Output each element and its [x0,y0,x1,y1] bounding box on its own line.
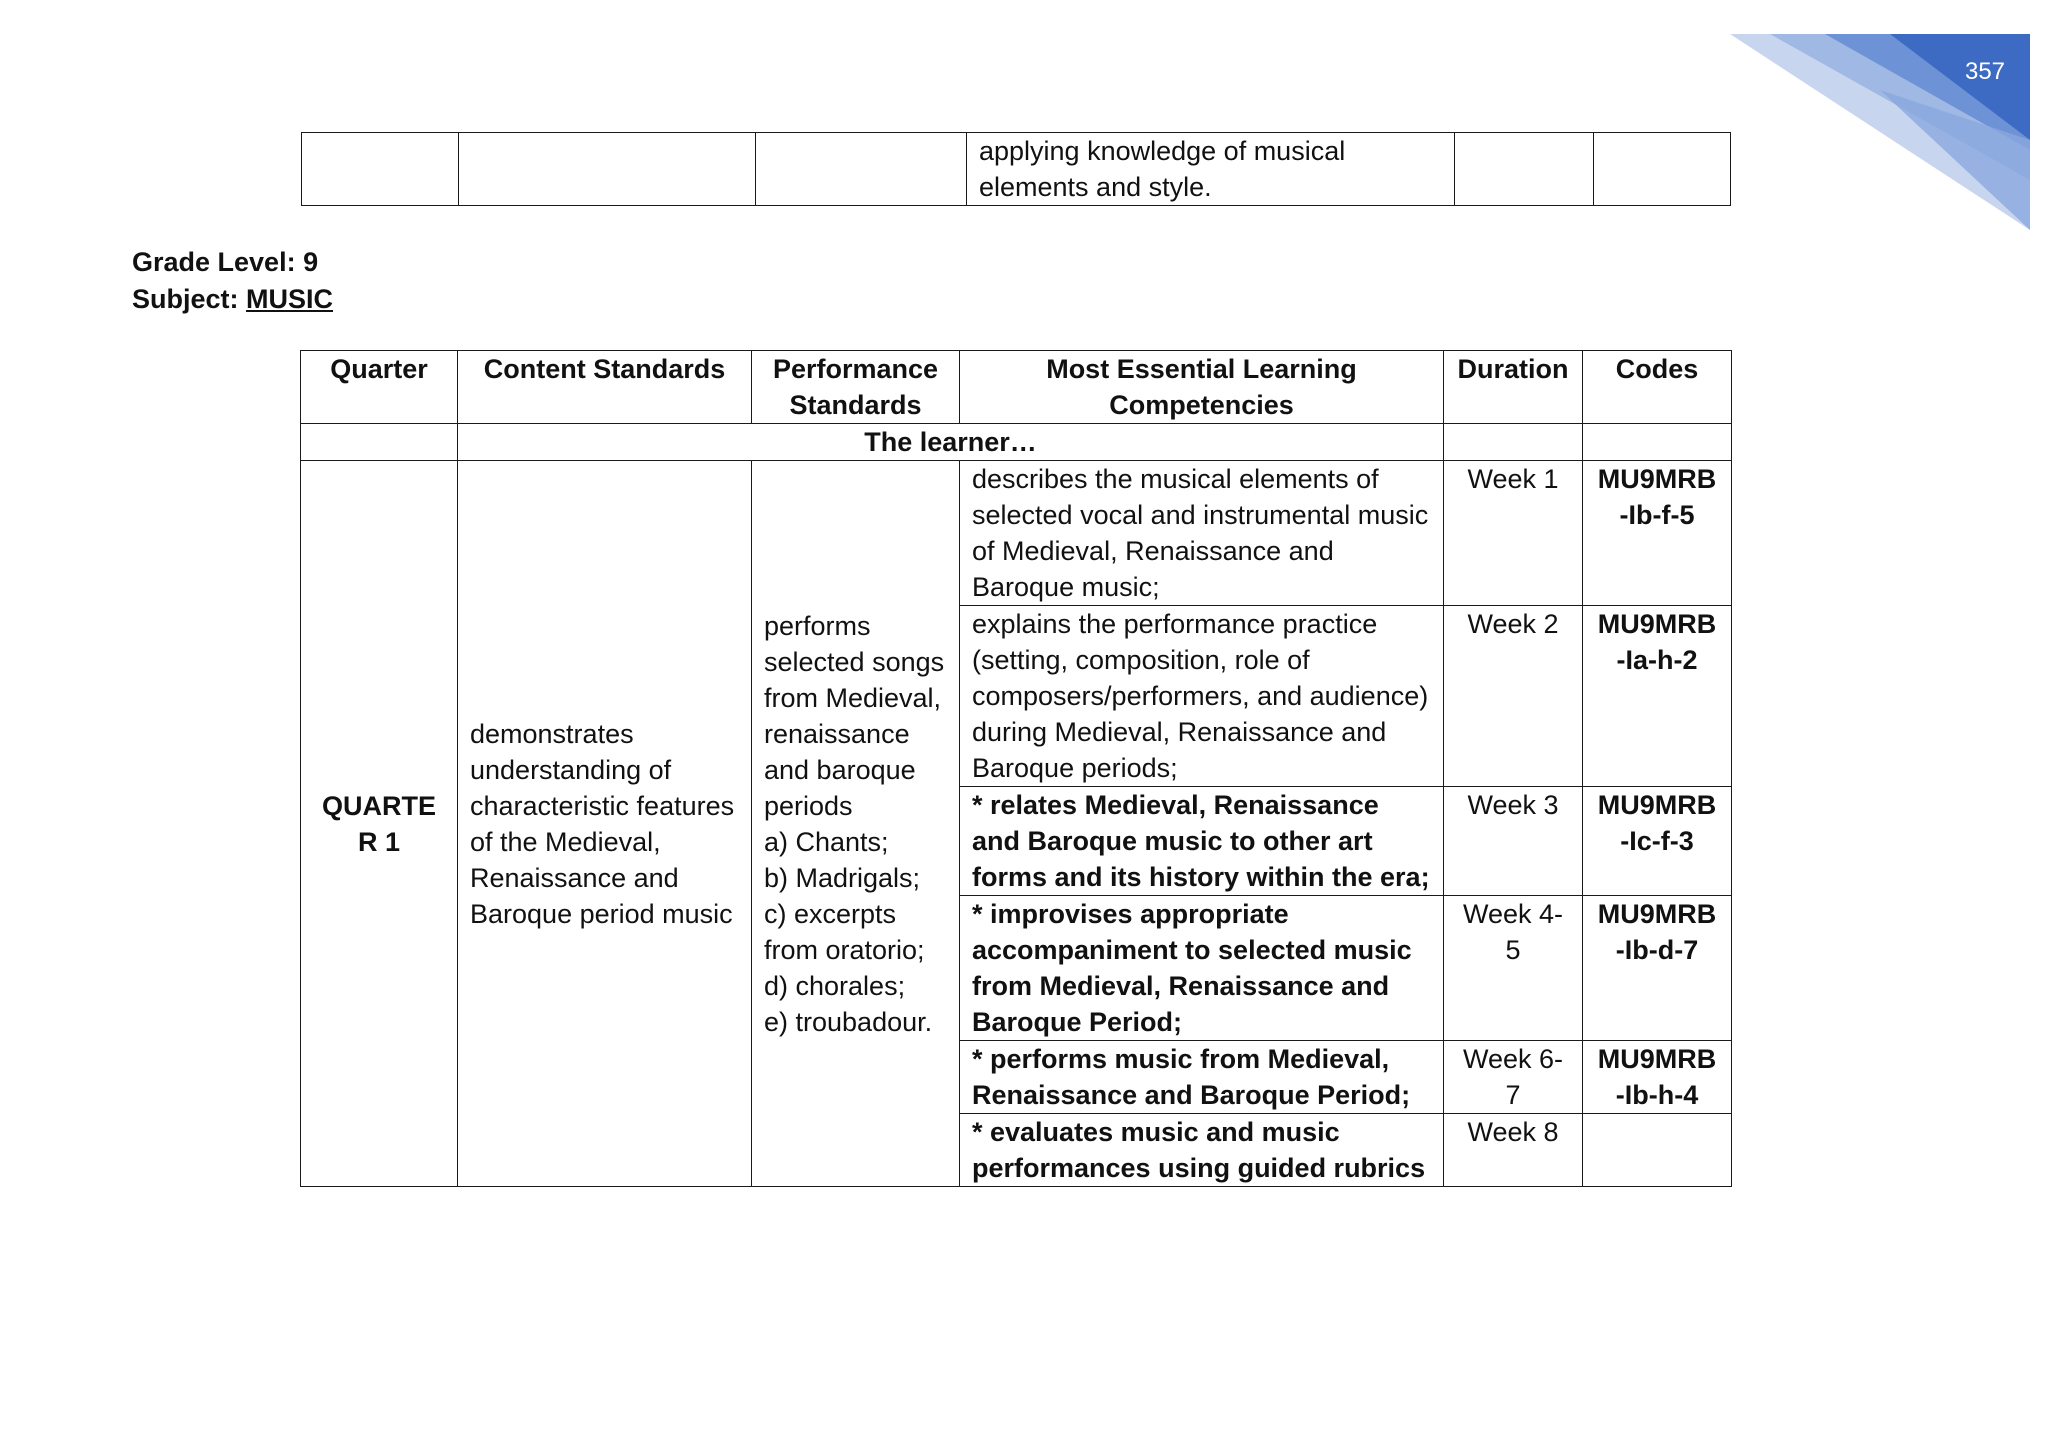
table-row [302,133,1731,206]
performance-item: b) Madrigals; [764,862,921,893]
page-number: 357 [1964,58,2006,85]
grade-level: Grade Level: 9 [132,247,319,277]
competency-cell: * performs music from Medieval, Renaissance and Baroque Period; [960,1041,1444,1114]
subject-value: MUSIC [246,284,334,314]
table-cell [1444,424,1583,461]
code-cell: MU9MRB -Ib-d-7 [1583,896,1732,1041]
header-codes: Codes [1583,351,1732,424]
code-cell [1583,1114,1732,1187]
code-cell: MU9MRB -Ib-f-5 [1583,461,1732,606]
duration-cell: Week 2 [1444,606,1583,787]
competency-cell: * improvises appropriate accompaniment to selected music from Medieval, Renaissance and Baroque Period; [960,896,1444,1041]
table-cell [756,133,967,206]
table-cell [1583,424,1732,461]
competency-cell: * evaluates music and music performances using guided rubrics [960,1114,1444,1187]
duration-cell: Week 4-5 [1444,896,1583,1041]
quarter-cell: QUARTER 1 [301,461,458,1187]
performance-item: e) troubadour. [764,1006,933,1037]
table-cell [459,133,756,206]
header-row [301,351,1732,424]
subject-label: Subject: [132,284,239,314]
performance-standard-cell [752,461,960,1187]
subject-line [132,281,333,318]
performance-item: d) chorales; [764,970,906,1001]
duration-cell: Week 3 [1444,787,1583,896]
learner-row [301,424,1732,461]
grade-subject-block [132,244,333,318]
competency-cell: describes the musical elements of selected vocal and instrumental music of Medieval, Renaissance and Baroque music; [960,461,1444,606]
table-row [301,461,1732,606]
header-quarter: Quarter [301,351,458,424]
table-cell [302,133,459,206]
content-standard-cell: demonstrates understanding of characteristic features of the Medieval, Renaissance and Baroque period music [458,461,752,1187]
code-cell: MU9MRB -Ic-f-3 [1583,787,1732,896]
table-cell [1594,133,1731,206]
performance-intro: performs selected songs from Medieval, renaissance and baroque periods [764,610,945,821]
duration-cell: Week 8 [1444,1114,1583,1187]
duration-cell: Week 6-7 [1444,1041,1583,1114]
table-cell [301,424,458,461]
learner-label: The learner… [458,424,1444,461]
code-cell: MU9MRB -Ia-h-2 [1583,606,1732,787]
duration-cell: Week 1 [1444,461,1583,606]
code-cell: MU9MRB -Ib-h-4 [1583,1041,1732,1114]
curriculum-table [300,350,1732,1187]
previous-table-fragment [301,132,1731,206]
header-performance-standards: Performance Standards [752,351,960,424]
performance-item: c) excerpts from oratorio; [764,898,925,965]
header-duration: Duration [1444,351,1583,424]
header-content-standards: Content Standards [458,351,752,424]
competency-cell: * relates Medieval, Renaissance and Baroque music to other art forms and its history within the era; [960,787,1444,896]
performance-item: a) Chants; [764,826,889,857]
competency-cell: explains the performance practice (setting, composition, role of composers/performers, and audience) during Medieval, Renaissance and Baroque periods; [960,606,1444,787]
table-cell [1455,133,1594,206]
header-competencies: Most Essential Learning Competencies [960,351,1444,424]
competency-cell: applying knowledge of musical elements and style. [967,133,1455,206]
